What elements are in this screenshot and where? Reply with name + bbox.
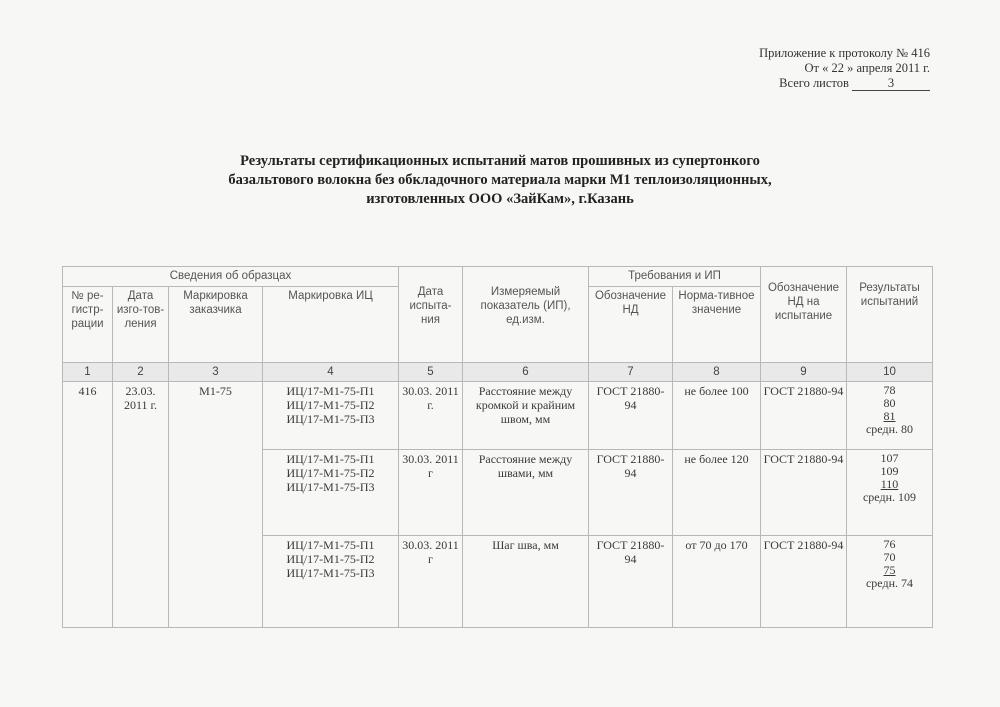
header-indicator: Измеряемый показатель (ИП), ед.изм. [463,267,589,363]
test-nd: ГОСТ 21880-94 [761,450,847,536]
title-line-3: изготовленных ООО «ЗайКам», г.Казань [366,191,634,207]
norm-value: от 70 до 170 [673,536,761,628]
header-requirements-group: Требования и ИП [589,267,761,287]
sheets-label: Всего листов [779,76,849,90]
col-number-9: 9 [761,363,847,382]
result-average: средн. 109 [862,490,917,504]
designation: ГОСТ 21880-94 [589,382,673,450]
ic-mark: ИЦ/17-М1-75-П1 [286,538,375,552]
sample-reg-no: 416 [63,382,113,628]
result-average: средн. 80 [865,422,914,436]
result-value: 78 [883,383,896,397]
result-value: 70 [883,550,896,564]
ic-marks [263,382,399,450]
appendix-line-1: Приложение к протоколу № 416 [759,46,930,60]
header-reg-no: № ре-гистр-рации [63,287,113,363]
ic-mark: ИЦ/17-М1-75-П2 [286,398,375,412]
result-value: 110 [880,477,899,491]
result-value: 75 [883,563,896,577]
col-number-7: 7 [589,363,673,382]
header-designation: Обозначение НД [589,287,673,363]
title-line-1: Результаты сертификационных испытаний матов прошивных из супертонкого [240,153,760,169]
ic-marks [263,536,399,628]
col-number-8: 8 [673,363,761,382]
header-samples-group: Сведения об образцах [63,267,399,287]
ic-mark: ИЦ/17-М1-75-П2 [286,552,375,566]
test-nd: ГОСТ 21880-94 [761,536,847,628]
col-number-6: 6 [463,363,589,382]
ic-mark: ИЦ/17-М1-75-П3 [286,412,375,426]
document-title [150,152,850,209]
test-date: 30.03. 2011 г [399,536,463,628]
header-norm-value: Норма-тивное значение [673,287,761,363]
ic-mark: ИЦ/17-М1-75-П1 [286,452,375,466]
ic-marks [263,450,399,536]
result-value: 80 [883,396,896,410]
ic-mark: ИЦ/17-М1-75-П3 [286,566,375,580]
header-mfg-date: Дата изго-тов-ления [113,287,169,363]
appendix-line-3 [759,76,930,91]
test-date: 30.03. 2011 г. [399,382,463,450]
results [847,450,933,536]
header-test-nd: Обозначение НД на испытание [761,267,847,363]
col-number-3: 3 [169,363,263,382]
norm-value: не более 100 [673,382,761,450]
appendix-note [759,46,930,91]
col-number-1: 1 [63,363,113,382]
table-row [63,382,933,450]
header-ic-mark: Маркировка ИЦ [263,287,399,363]
designation: ГОСТ 21880-94 [589,450,673,536]
results-table [62,266,933,628]
ic-mark: ИЦ/17-М1-75-П3 [286,480,375,494]
col-number-4: 4 [263,363,399,382]
indicator: Расстояние между швами, мм [463,450,589,536]
indicator: Расстояние между кромкой и крайним швом, мм [463,382,589,450]
sample-customer-mark: М1-75 [169,382,263,628]
ic-mark: ИЦ/17-М1-75-П1 [286,384,375,398]
header-results: Результаты испытаний [847,267,933,363]
header-customer-mark: Маркировка заказчика [169,287,263,363]
indicator: Шаг шва, мм [463,536,589,628]
norm-value: не более 120 [673,450,761,536]
result-value: 76 [883,537,896,551]
designation: ГОСТ 21880-94 [589,536,673,628]
header-test-date: Дата испыта-ния [399,267,463,363]
sheets-value: 3 [852,77,930,91]
test-nd: ГОСТ 21880-94 [761,382,847,450]
title-line-2: базальтового волокна без обкладочного материала марки М1 теплоизоляционных, [228,172,772,188]
result-value: 81 [883,409,896,423]
test-date: 30.03. 2011 г [399,450,463,536]
result-value: 107 [880,451,899,465]
results [847,382,933,450]
col-number-10: 10 [847,363,933,382]
appendix-line-2: От « 22 » апреля 2011 г. [804,61,930,75]
result-value: 109 [880,464,899,478]
ic-mark: ИЦ/17-М1-75-П2 [286,466,375,480]
sample-mfg-date: 23.03. 2011 г. [113,382,169,628]
result-average: средн. 74 [865,576,914,590]
col-number-5: 5 [399,363,463,382]
col-number-2: 2 [113,363,169,382]
results [847,536,933,628]
